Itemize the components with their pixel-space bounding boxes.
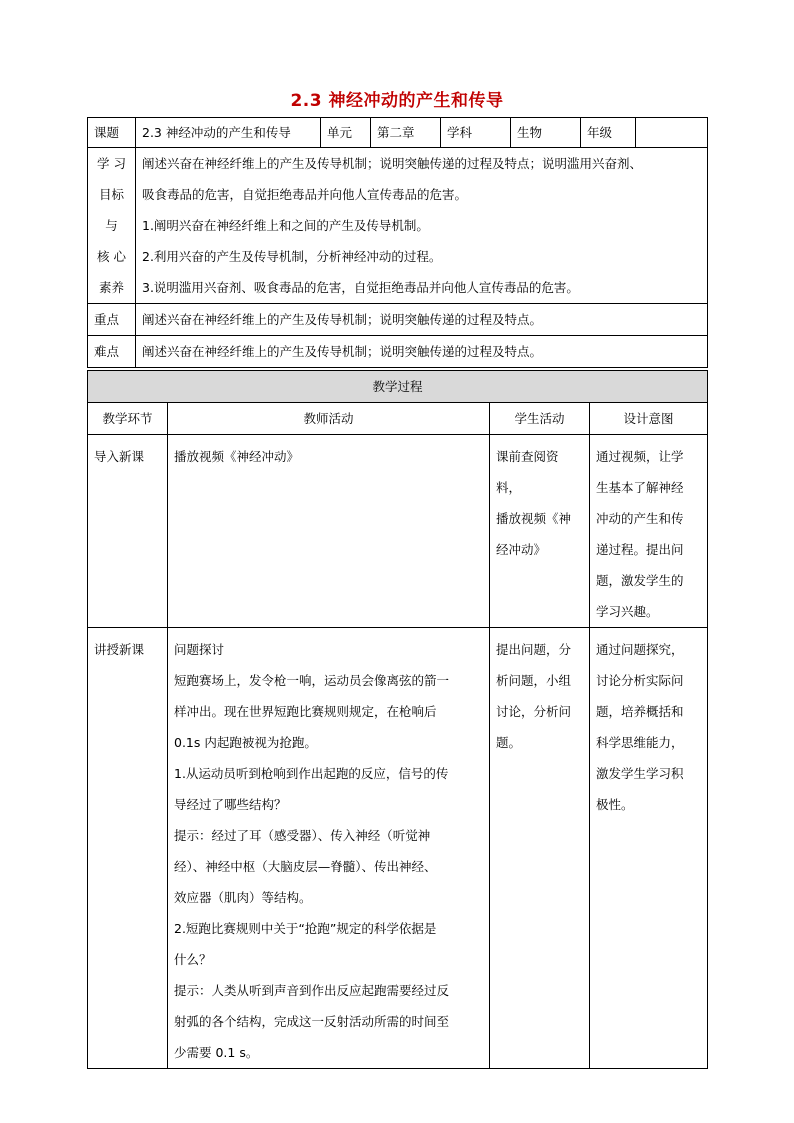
objectives-label-line: 目标 xyxy=(98,187,124,202)
objectives-label-line: 素养 xyxy=(98,280,124,295)
teacher-line: 提示：经过了耳（感受器）、传入神经（听觉神 xyxy=(174,828,431,843)
subject-label: 学科 xyxy=(441,118,511,148)
objectives-row xyxy=(88,148,708,304)
process-header-row xyxy=(88,403,708,435)
info-row xyxy=(88,118,708,148)
teacher-line: 问题探讨 xyxy=(174,642,225,657)
intent-line: 题，激发学生的 xyxy=(596,573,684,588)
header-teacher: 教师活动 xyxy=(168,403,490,435)
teacher-line: 效应器（肌肉）等结构。 xyxy=(174,890,312,905)
stage-cell xyxy=(88,628,168,1069)
key-point-row xyxy=(88,304,708,336)
student-line: 提出问题，分 xyxy=(496,642,572,657)
intent-line: 学习兴趣。 xyxy=(596,604,659,619)
student-line: 题。 xyxy=(496,735,522,750)
objectives-label-line: 核 心 xyxy=(97,249,126,264)
student-line: 析问题，小组 xyxy=(496,673,572,688)
teacher-line: 2.短跑比赛规则中关于“抢跑”规定的科学依据是 xyxy=(174,921,437,936)
teacher-activity-cell xyxy=(168,628,490,1069)
process-title-row xyxy=(88,371,708,403)
grade-label: 年级 xyxy=(581,118,636,148)
key-point-label: 重点 xyxy=(88,304,136,336)
design-intent-cell xyxy=(590,435,708,628)
stage-text: 讲授新课 xyxy=(94,642,145,657)
student-line: 播放视频《神 xyxy=(496,511,572,526)
key-point-text: 阐述兴奋在神经纤维上的产生及传导机制；说明突触传递的过程及特点。 xyxy=(136,304,708,336)
stage-cell xyxy=(88,435,168,628)
teacher-line: 经）、神经中枢（大脑皮层—脊髓）、传出神经、 xyxy=(174,859,437,874)
objective-line: 阐述兴奋在神经纤维上的产生及传导机制；说明突触传递的过程及特点；说明滥用兴奋剂、 xyxy=(142,156,643,171)
teacher-line: 1.从运动员听到枪响到作出起跑的反应，信号的传 xyxy=(174,766,449,781)
unit-value: 第二章 xyxy=(371,118,441,148)
teacher-line: 射弧的各个结构，完成这一反射活动所需的时间至 xyxy=(174,1014,450,1029)
objectives-label-line: 学 习 xyxy=(97,156,126,171)
subject-value: 生物 xyxy=(511,118,581,148)
intent-line: 冲动的产生和传 xyxy=(596,511,684,526)
intent-line: 通过问题探究， xyxy=(596,642,684,657)
intent-line: 极性。 xyxy=(596,797,634,812)
objective-line: 2.利用兴奋的产生及传导机制，分析神经冲动的过程。 xyxy=(142,249,442,264)
objectives-label xyxy=(88,148,136,304)
process-row-new-lesson xyxy=(88,628,708,1069)
objective-line: 3.说明滥用兴奋剂、吸食毒品的危害，自觉拒绝毒品并向他人宣传毒品的危害。 xyxy=(142,280,579,295)
header-intent: 设计意图 xyxy=(590,403,708,435)
teacher-line: 0.1s 内起跑被视为抢跑。 xyxy=(174,735,317,750)
page-title: 2.3 神经冲动的产生和传导 xyxy=(290,91,504,111)
difficulty-text: 阐述兴奋在神经纤维上的产生及传导机制；说明突触传递的过程及特点。 xyxy=(136,336,708,368)
teacher-line: 提示：人类从听到声音到作出反应起跑需要经过反 xyxy=(174,983,450,998)
objective-line: 吸食毒品的危害，自觉拒绝毒品并向他人宣传毒品的危害。 xyxy=(142,187,468,202)
teacher-line: 少需要 0.1 s。 xyxy=(174,1045,259,1060)
student-line: 经冲动》 xyxy=(496,542,547,557)
difficulty-label: 难点 xyxy=(88,336,136,368)
teaching-process-table xyxy=(87,370,708,1069)
unit-label: 单元 xyxy=(321,118,371,148)
process-row-intro xyxy=(88,435,708,628)
objectives-content xyxy=(136,148,708,304)
student-activity-cell xyxy=(490,628,590,1069)
topic-value: 2.3 神经冲动的产生和传导 xyxy=(136,118,321,148)
teacher-line: 什么？ xyxy=(174,952,212,967)
teacher-line: 短跑赛场上，发令枪一响，运动员会像离弦的箭一 xyxy=(174,673,450,688)
intent-line: 讨论分析实际问 xyxy=(596,673,684,688)
stage-text: 导入新课 xyxy=(94,449,145,464)
student-activity-cell xyxy=(490,435,590,628)
topic-label: 课题 xyxy=(88,118,136,148)
intent-line: 激发学生学习积 xyxy=(596,766,684,781)
objective-line: 1.阐明兴奋在神经纤维上和之间的产生及传导机制。 xyxy=(142,218,429,233)
difficulty-row xyxy=(88,336,708,368)
intent-line: 题，培养概括和 xyxy=(596,704,684,719)
process-section-title: 教学过程 xyxy=(88,371,708,403)
teacher-line: 播放视频《神经冲动》 xyxy=(174,449,300,464)
objectives-label-line: 与 xyxy=(105,218,118,233)
design-intent-cell xyxy=(590,628,708,1069)
lesson-info-table xyxy=(87,117,708,368)
intent-line: 递过程。提出问 xyxy=(596,542,684,557)
teacher-line: 导经过了哪些结构？ xyxy=(174,797,287,812)
intent-line: 通过视频，让学 xyxy=(596,449,684,464)
header-student: 学生活动 xyxy=(490,403,590,435)
student-line: 讨论，分析问 xyxy=(496,704,572,719)
header-stage: 教学环节 xyxy=(88,403,168,435)
teacher-line: 样冲出。现在世界短跑比赛规则规定，在枪响后 xyxy=(174,704,437,719)
student-line: 课前查阅资料， xyxy=(496,449,559,495)
intent-line: 生基本了解神经 xyxy=(596,480,684,495)
intent-line: 科学思维能力， xyxy=(596,735,684,750)
grade-value xyxy=(636,118,708,148)
teacher-activity-cell xyxy=(168,435,490,628)
